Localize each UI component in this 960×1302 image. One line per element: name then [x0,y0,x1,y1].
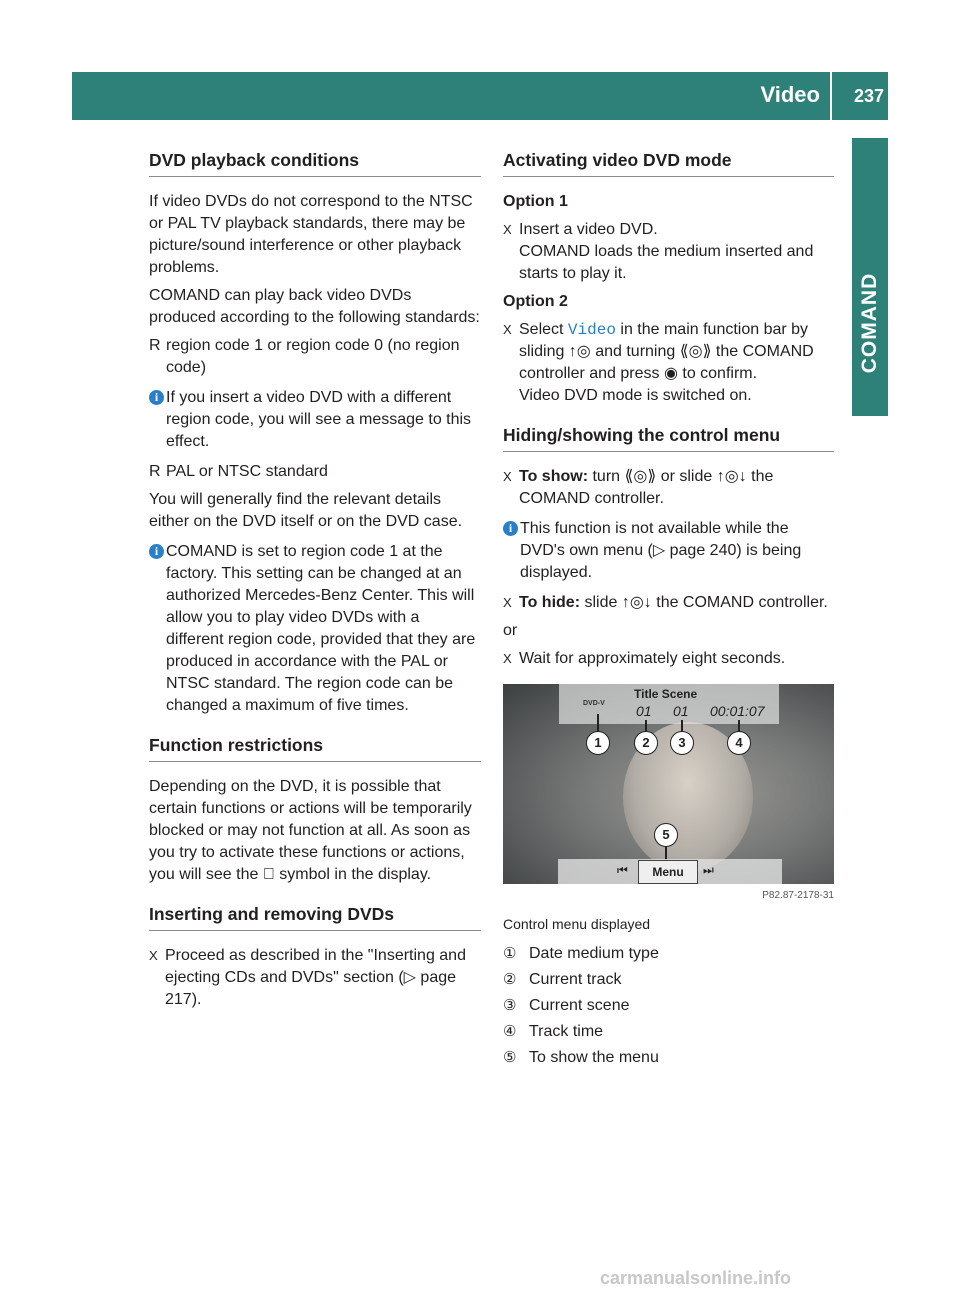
page-number: 237 [853,86,884,106]
chapter-tab-label: COMAND [858,272,881,374]
legend-item: ② Current track [503,969,834,991]
step-item: X Proceed as described in the "Inserting and ejecting CDs and DVDs" section (▷ page 217). [149,947,466,1008]
step-item: X Insert a video DVD. COMAND loads the medium inserted and starts to play it. [503,221,814,282]
step-item: X Wait for approximately eight seconds. [503,648,834,670]
video-menu-item: Video [567,321,616,339]
info-icon: i [149,390,164,405]
legend-item: ④ Track time [503,1021,834,1043]
info-note: i This function is not available while the DVD's own menu (▷ page 240) is being displayed. [503,518,834,584]
track-time: 00:01:07 [710,703,765,719]
header-divider [830,72,832,120]
chapter-tab [852,138,888,416]
section-heading-activating-video: Activating video DVD mode [503,150,834,177]
left-column [149,150,481,1017]
callout-line [597,714,599,732]
paragraph: If video DVDs do not correspond to the NTSC or PAL TV playback standards, there may be picture/sound interference or other playback problems. [149,193,473,276]
legend-item: ⑤ To show the menu [503,1047,834,1069]
page-header [72,72,888,120]
section-heading-dvd-playback: DVD playback conditions [149,150,481,177]
bullet-item: R PAL or NTSC standard [149,461,481,483]
step-arrow-icon: X [503,222,512,237]
title-scene-label: Title Scene [634,687,698,701]
section-heading-inserting-removing: Inserting and removing DVDs [149,904,481,931]
figure-code: P82.87-2178-31 [762,890,834,901]
paragraph: Depending on the DVD, it is possible that certain functions or actions will be temporarily blocked or may not function at all. As soon as you try to activate these functions or actions, you will see the symbol in the display. [149,778,472,883]
previous-track-icon: ⏮ [617,863,628,877]
legend-number: ③ [503,997,517,1014]
step-arrow-icon: X [149,948,158,963]
legend-number: ④ [503,1023,517,1040]
callout-2: 2 [634,731,658,755]
scene-number: 01 [673,703,689,719]
control-menu-figure [503,684,834,884]
callout-1: 1 [586,731,610,755]
paragraph: or [503,622,518,639]
legend-number: ⑤ [503,1049,517,1066]
paragraph: COMAND can play back video DVDs produced according to the following standards: [149,287,480,326]
figure-caption: Control menu displayed [503,916,651,932]
callout-5: 5 [654,823,678,847]
callout-3: 3 [670,731,694,755]
step-arrow-icon: X [503,469,512,484]
legend-item: ① Date medium type [503,943,834,965]
watermark: carmanualsonline.info [600,1268,792,1288]
section-heading-control-menu: Hiding/showing the control menu [503,425,834,452]
right-column [503,150,834,1073]
callout-4: 4 [727,731,751,755]
step-arrow-icon: X [503,595,512,610]
paragraph: You will generally find the relevant details either on the DVD itself or on the DVD case. [149,491,463,530]
next-track-icon: ⏭ [703,863,714,877]
legend-number: ① [503,945,517,962]
info-note: i If you insert a video DVD with a different region code, you will see a message to this effect. [149,387,481,453]
option-label: Option 1 [503,193,568,210]
bullet-icon: R [149,463,161,480]
info-icon: i [503,521,518,536]
step-arrow-icon: X [503,651,512,666]
info-note: i COMAND is set to region code 1 at the factory. This setting can be changed at an authorized Mercedes-Benz Center. This will allow you to play video DVDs with a different region code, provided that they are produced in accordance with the PAL or NTSC standard. The region code can be changed a maximum of five times. [149,541,481,717]
menu-button: Menu [638,860,698,884]
legend-number: ② [503,971,517,988]
section-heading-function-restrictions: Function restrictions [149,735,481,762]
bullet-icon: R [149,337,161,354]
step-item: X Select Video in the main function bar by sliding ↑◎ and turning ⟪◎⟫ the COMAND controller and press ◉ to confirm. Video DVD mode is switched on. [503,321,814,404]
track-number: 01 [636,703,652,719]
step-item: X To show: turn ⟪◎⟫ or slide ↑◎↓ the COMAND controller. [503,468,774,507]
legend-item: ③ Current scene [503,995,834,1017]
bullet-item: R region code 1 or region code 0 (no region code) [149,337,460,376]
header-title: Video [760,82,820,107]
step-arrow-icon: X [503,322,512,337]
info-icon: i [149,544,164,559]
step-item: X To hide: slide ↑◎↓ the COMAND controller. [503,592,834,614]
option-label: Option 2 [503,293,568,310]
dvd-logo: DVD-V [583,700,605,707]
